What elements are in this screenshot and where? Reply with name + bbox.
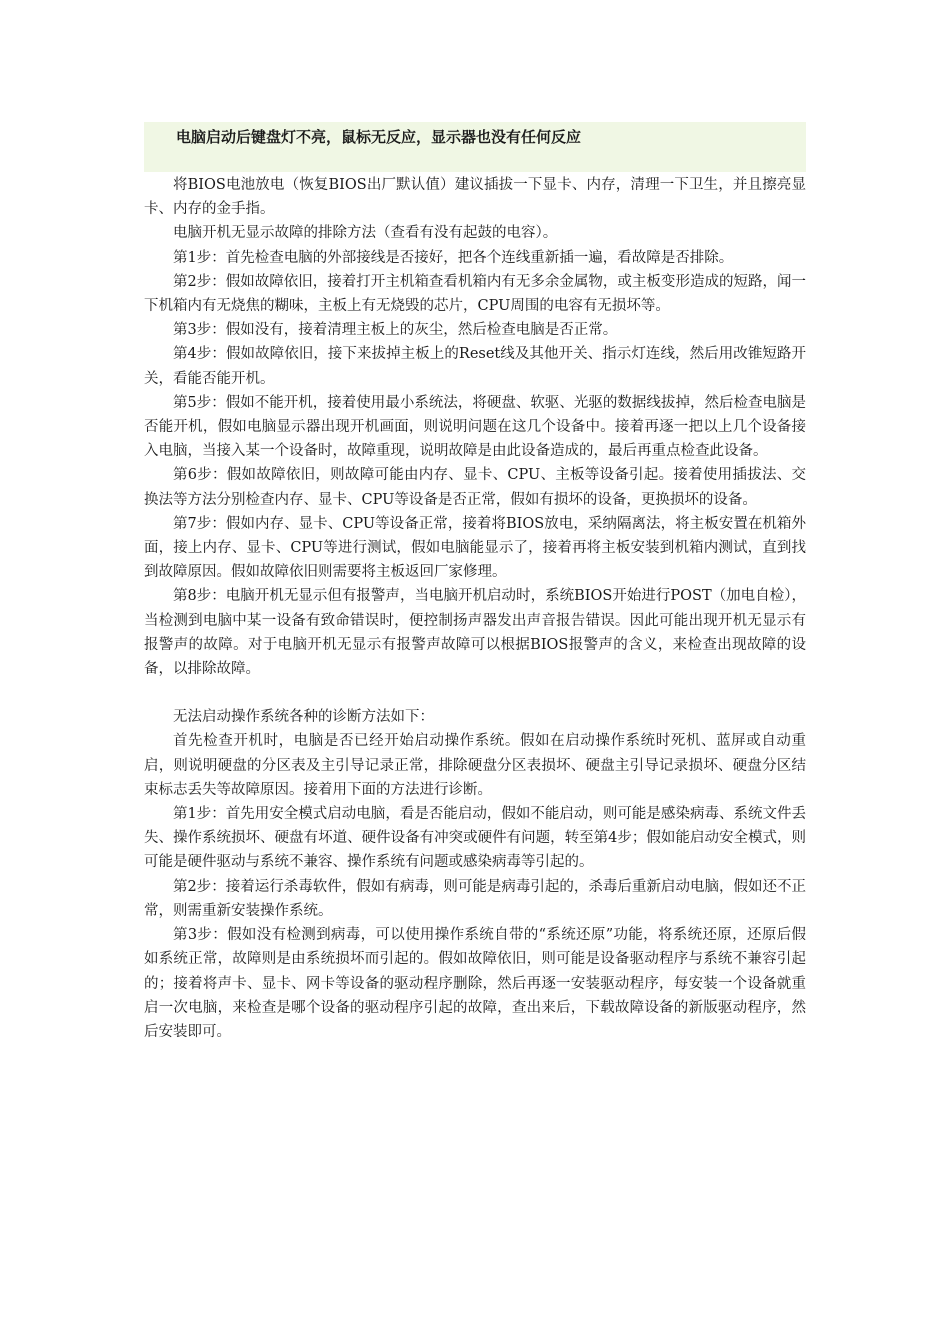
paragraph: 第8步：电脑开机无显示但有报警声，当电脑开机启动时，系统BIOS开始进行POST（加电自检），当检测到电脑中某一设备有致命错误时，便控制扬声器发出声音报告错误。因此可能出现开机无显示有报警声的故障。对于电脑开机无显示有报警声故障可以根据BIOS报警声的含义，来检查出现故障的设备，以排除故障。 <box>144 588 806 678</box>
paragraph: 第1步：首先检查电脑的外部接线是否接好，把各个连线重新插一遍，看故障是否排除。 <box>173 249 734 266</box>
paragraph: 第7步：假如内存、显卡、CPU等设备正常，接着将BIOS放电，采纳隔离法，将主板安置在机箱外面，接上内存、显卡、CPU等进行测试，假如电脑能显示了，接着再将主板安装到机箱内测试，直到找到故障原因。假如故障依旧则需要将主板返回厂家修理。 <box>144 515 806 581</box>
paragraph: 电脑开机无显示故障的排除方法（查看有没有起鼓的电容）。 <box>173 225 558 242</box>
section-heading: 无法启动操作系统各种的诊断方法如下： <box>173 709 434 726</box>
paragraph: 第3步：假如没有，接着清理主板上的灰尘，然后检查电脑是否正常。 <box>173 322 618 339</box>
paragraph: 第5步：假如不能开机，接着使用最小系统法，将硬盘、软驱、光驱的数据线拔掉，然后检查电脑是否能开机，假如电脑显示器出现开机画面，则说明问题在这几个设备中。接着再逐一把以上几个设备接入电脑，当接入某一个设备时，故障重现，说明故障是由此设备造成的，最后再重点检查此设备。 <box>144 394 806 460</box>
paragraph: 第3步：假如没有检测到病毒，可以使用操作系统自带的“系统还原”功能，将系统还原，还原后假如系统正常，故障则是由系统损坏而引起的。假如故障依旧，则可能是设备驱动程序与系统不兼容引起的；接着将声卡、显卡、网卡等设备的驱动程序删除，然后再逐一安装驱动程序，每安装一个设备就重启一次电脑，来检查是哪个设备的驱动程序引起的故障，查出来后，下载故障设备的新版驱动程序，然后安装即可。 <box>144 927 806 1040</box>
paragraph: 第4步：假如故障依旧，接下来拔掉主板上的Reset线及其他开关、指示灯连线，然后用改锥短路开关，看能否能开机。 <box>144 346 806 387</box>
paragraph: 将BIOS电池放电（恢复BIOS出厂默认值）建议插拔一下显卡、内存，清理一下卫生，并且擦亮显卡、内存的金手指。 <box>144 177 806 218</box>
paragraph: 首先检查开机时，电脑是否已经开始启动操作系统。假如在启动操作系统时死机、蓝屏或自动重启，则说明硬盘的分区表及主引导记录正常，排除硬盘分区表损坏、硬盘主引导记录损坏、硬盘分区结束标志丢失等故障原因。接着用下面的方法进行诊断。 <box>144 733 806 798</box>
paragraph: 第2步：假如故障依旧，接着打开主机箱查看机箱内有无多余金属物，或主板变形造成的短路，闻一下机箱内有无烧焦的糊味，主板上有无烧毁的芯片，CPU周围的电容有无损坏等。 <box>144 273 806 315</box>
document-title <box>144 122 806 172</box>
document-title-text: 电脑启动后键盘灯不亮，鼠标无反应，显示器也没有任何反应 <box>176 128 582 146</box>
document-body <box>144 173 806 1044</box>
paragraph: 第6步：假如故障依旧，则故障可能由内存、显卡、CPU、主板等设备引起。接着使用插拔法、交换法等方法分别检查内存、显卡、CPU等设备是否正常，假如有损坏的设备，更换损坏的设备。 <box>144 467 806 508</box>
paragraph: 第1步：首先用安全模式启动电脑，看是否能启动，假如不能启动，则可能是感染病毒、系统文件丢失、操作系统损坏、硬盘有坏道、硬件设备有冲突或硬件有问题，转至第4步；假如能启动安全模式，则可能是硬件驱动与系统不兼容、操作系统有问题或感染病毒等引起的。 <box>144 806 806 871</box>
paragraph: 第2步：接着运行杀毒软件，假如有病毒，则可能是病毒引起的，杀毒后重新启动电脑，假如还不正常，则需重新安装操作系统。 <box>144 878 806 919</box>
